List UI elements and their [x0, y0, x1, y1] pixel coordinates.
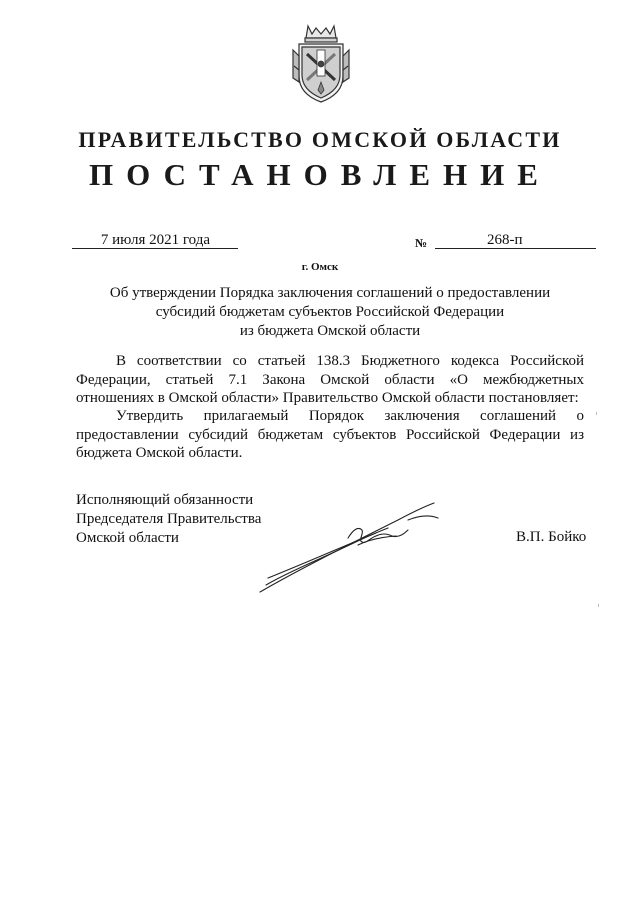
signer-position — [76, 491, 261, 548]
city-label: г. Омск — [301, 261, 339, 273]
subject-line: Об утверждении Порядка заключения соглашений о предоставлении — [109, 285, 551, 301]
signer-position-line: Председателя Правительства — [76, 511, 262, 527]
document-type-title: ПОСТАНОВЛЕНИЕ — [89, 157, 551, 192]
number-field — [435, 232, 596, 249]
signer-name: В.П. Бойко — [516, 529, 587, 545]
subject-line: из бюджета Омской области — [239, 323, 421, 339]
date-field — [72, 232, 238, 249]
coat-of-arms-icon — [290, 20, 352, 104]
signer-position-line: Омской области — [76, 530, 179, 546]
scan-speck — [598, 604, 599, 607]
signer-position-line: Исполняющий обязанности — [76, 492, 254, 508]
body-paragraph: В соответствии со статьей 138.3 Бюджетного кодекса Российской Федерации, статьей 7.1 Закона Омской области «О межбюджетных отношениях в Омской области» Правительство Омской области постановляет: — [76, 353, 584, 406]
document-number: 268-п — [487, 232, 523, 248]
document-subject — [90, 284, 570, 341]
number-label: № — [415, 236, 428, 250]
handwritten-signature-icon — [258, 500, 458, 595]
document-date: 7 июля 2021 года — [100, 232, 210, 248]
body-paragraph: Утвердить прилагаемый Порядок заключения соглашений о предоставлении субсидий бюджетам субъектов Российской Федерации из бюджета Омской области. — [76, 408, 584, 461]
scan-speck — [596, 412, 597, 415]
subject-line: субсидий бюджетам субъектов Российской Федерации — [155, 304, 505, 320]
organization-title: ПРАВИТЕЛЬСТВО ОМСКОЙ ОБЛАСТИ — [78, 127, 562, 152]
